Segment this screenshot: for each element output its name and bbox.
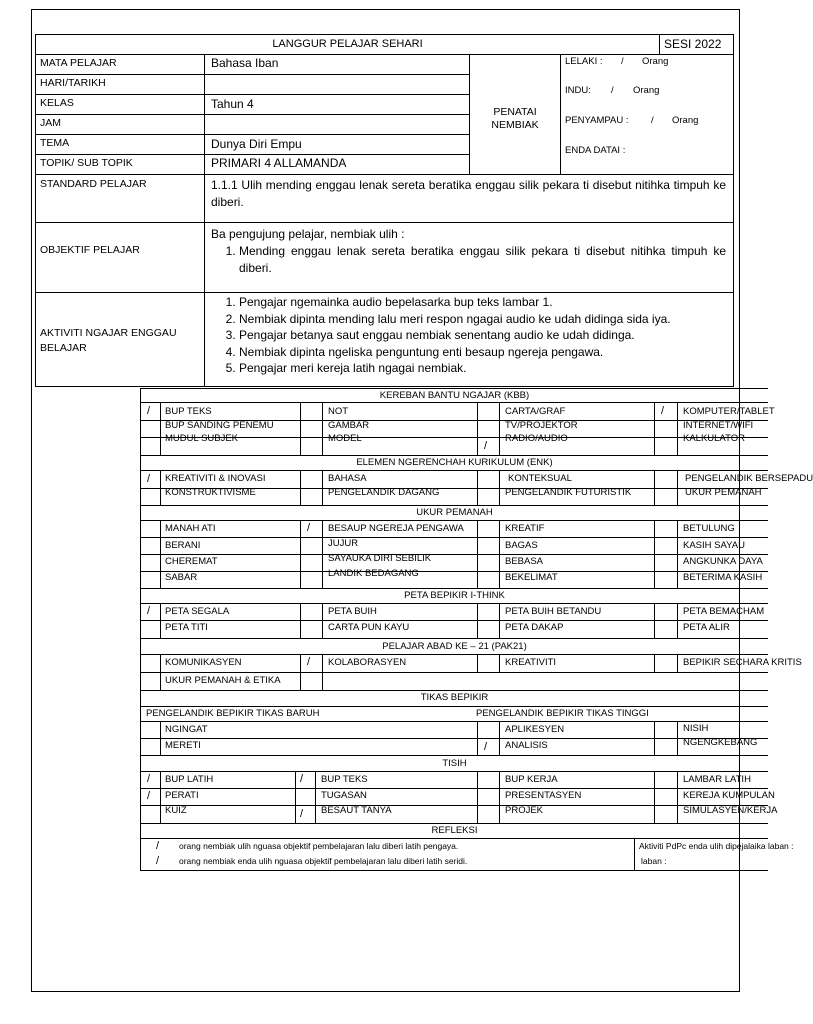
- ukur-item: MANAH ATI: [165, 523, 216, 534]
- pak21-title: PELAJAR ABAD KE – 21 (PAK21): [382, 641, 527, 652]
- aktiviti-list: [211, 294, 731, 377]
- tisih-mark-bup-latih: /: [147, 773, 151, 785]
- indu-slash: /: [611, 85, 614, 96]
- ithink-item: PETA ALIR: [683, 622, 730, 633]
- ithink-item: PETA BUIH BETANDU: [505, 606, 602, 617]
- tisih-item: SIMULASYEN/KERJA: [683, 805, 778, 816]
- penatai-label-2: NEMBIAK: [491, 119, 539, 131]
- kbb-item: MUDUL SUBJEK: [165, 433, 239, 444]
- enk-mark-kreativiti: /: [147, 473, 151, 485]
- enk-item: KONTEKSUAL: [508, 473, 572, 484]
- kbb-item: INTERNET/WIFI: [683, 420, 754, 431]
- ukur-item: CHEREMAT: [165, 556, 218, 567]
- ithink-item: PETA BEMACHAM: [683, 606, 765, 617]
- enk-item: KREATIVITI & INOVASI: [165, 473, 266, 484]
- tisih-mark-besaut-tanya: /: [300, 808, 304, 820]
- aktiviti-item: 5. Pengajar meri kereja latih ngagai nembiak.: [239, 360, 731, 377]
- tikas-item: MERETI: [165, 740, 201, 751]
- label-kelas: KELAS: [40, 97, 74, 109]
- lelaki-orang: Orang: [642, 56, 669, 67]
- enk-item: UKUR PEMANAH: [685, 487, 762, 498]
- tisih-item: LAMBAR LATIH: [683, 774, 751, 785]
- ithink-item: PETA SEGALA: [165, 606, 230, 617]
- label-mata-pelajar: MATA PELAJAR: [40, 57, 117, 69]
- ukur-item: BEBASA: [505, 556, 544, 567]
- tisih-item: BUP LATIH: [165, 774, 214, 785]
- tisih-item: KEREJA KUMPULAN: [683, 790, 775, 801]
- ukur-item: BESAUP NGEREJA PENGAWA: [328, 523, 464, 534]
- enk-item: PENGELANDIK FUTURISTIK: [505, 487, 632, 498]
- ukur-item: SABAR: [165, 572, 198, 583]
- ukur-item: BERANI: [165, 540, 201, 551]
- value-topik: PRIMARI 4 ALLAMANDA: [211, 156, 347, 170]
- pak21-item: BEPIKIR SECHARA KRITIS: [683, 657, 802, 668]
- tikas-mark-analisis: /: [484, 741, 488, 753]
- kbb-item: CARTA/GRAF: [505, 406, 566, 417]
- label-hari-tarikh: HARI/TARIKH: [40, 77, 106, 89]
- pak21-item: KREATIVITI: [505, 657, 557, 668]
- kbb-mark-radio: /: [484, 440, 488, 452]
- tikas-baruh-title: PENGELANDIK BEPIKIR TIKAS BARUH: [146, 708, 320, 719]
- ithink-item: PETA BUIH: [328, 606, 377, 617]
- aktiviti-item: 2. Nembiak dipinta mending lalu meri respon ngagai audio ke udah didinga sida iya.: [239, 311, 731, 328]
- lelaki-label: LELAKI :: [565, 56, 603, 67]
- label-jam: JAM: [40, 117, 61, 129]
- tisih-item: KUIZ: [165, 805, 187, 816]
- ithink-item: PETA TITI: [165, 622, 208, 633]
- enk-item: PENGELANDIK DAGANG: [328, 487, 440, 498]
- ukur-item: BAGAS: [505, 540, 538, 551]
- ukur-item: SAYAUKA DIRI SEBILIK: [328, 553, 432, 564]
- ukur-mark-besaup: /: [307, 522, 311, 534]
- tisih-item: PRESENTASYEN: [505, 790, 582, 801]
- ukur-item: KREATIF: [505, 523, 545, 534]
- tisih-item: PROJEK: [505, 805, 544, 816]
- ukur-item: BETERIMA KASIH: [683, 572, 763, 583]
- label-aktiviti-1: AKTIVITI NGAJAR ENGGAU: [40, 327, 177, 339]
- kbb-item: BUP SANDING PENEMU: [165, 420, 274, 431]
- value-kelas: Tahun 4: [211, 97, 254, 111]
- tikas-item: NGINGAT: [165, 724, 208, 735]
- pak21-item: KOMUNIKASYEN: [165, 657, 242, 668]
- tisih-item: BESAUT TANYA: [321, 805, 392, 816]
- enk-item: BAHASA: [328, 473, 367, 484]
- enk-item: KONSTRUKTIVISME: [165, 487, 256, 498]
- enda-datai-label: ENDA DATAI :: [565, 145, 626, 156]
- kbb-title: KEREBAN BANTU NGAJAR (KBB): [379, 390, 530, 401]
- tikas-tinggi-title: PENGELANDIK BEPIKIR TIKAS TINGGI: [476, 708, 649, 719]
- penyampau-slash: /: [651, 115, 654, 126]
- kbb-item: BUP TEKS: [165, 406, 212, 417]
- tikas-item: NGENGKEBANG: [683, 737, 758, 748]
- penyampau-orang: Orang: [672, 115, 699, 126]
- refleksi-right-2: laban :: [641, 856, 667, 866]
- form-title: LANGGUR PELAJAR SEHARI: [272, 38, 423, 50]
- ithink-mark-segala: /: [147, 605, 151, 617]
- kbb-item: RADIO/AUDIO: [505, 433, 568, 444]
- refleksi-mark-2: /: [156, 855, 160, 867]
- pak21-mark-kolaborasyen: /: [307, 656, 311, 668]
- standard-text: 1.1.1 Ulih mending enggau lenak sereta beratika enggau silik pekara ti disebut nitihka timpuh ke diberi.: [211, 178, 726, 209]
- tisih-mark-perati: /: [147, 790, 151, 802]
- label-aktiviti-2: BELAJAR: [40, 342, 87, 354]
- tisih-item: PERATI: [165, 790, 199, 801]
- tisih-title: TISIH: [442, 758, 467, 769]
- ithink-title: PETA BEPIKIR I-THINK: [404, 590, 505, 601]
- kbb-item: GAMBAR: [328, 420, 370, 431]
- value-tema: Dunya Diri Empu: [211, 137, 302, 151]
- indu-orang: Orang: [633, 85, 660, 96]
- kbb-item: TV/PROJEKTOR: [505, 420, 578, 431]
- enk-title: ELEMEN NGERENCHAH KURIKULUM (ENK): [356, 457, 553, 468]
- label-objektif: OBJEKTIF PELAJAR: [40, 244, 140, 256]
- tikas-item: APLIKESYEN: [505, 724, 565, 735]
- tisih-item: TUGASAN: [321, 790, 367, 801]
- penatai-label-1: PENATAI: [493, 106, 537, 118]
- objektif-list: [211, 243, 726, 276]
- tikas-title: TIKAS BEPIKIR: [420, 692, 489, 703]
- refleksi-mark-1: /: [156, 840, 160, 852]
- kbb-item: KOMPUTER/TABLET: [683, 406, 775, 417]
- refleksi-line-2: orang nembiak enda ulih nguasa objektif pembelajaran lalu diberi latih seridi.: [179, 856, 468, 866]
- label-standard: STANDARD PELAJAR: [40, 178, 147, 190]
- objektif-intro: Ba pengujung pelajar, nembiak ulih :: [211, 227, 405, 241]
- label-topik: TOPIK/ SUB TOPIK: [40, 157, 133, 169]
- lelaki-slash: /: [621, 56, 624, 67]
- indu-label: INDU:: [565, 85, 591, 96]
- ukur-title: UKUR PEMANAH: [416, 507, 493, 518]
- penyampau-label: PENYAMPAU :: [565, 115, 629, 126]
- aktiviti-item: 3. Pengajar betanya saut enggau nembiak senentang audio ke udah didinga.: [239, 327, 731, 344]
- ukur-item: BETULUNG: [683, 523, 735, 534]
- aktiviti-item: 4. Nembiak dipinta ngeliska penguntung enti besaup ngereja pengawa.: [239, 344, 731, 361]
- aktiviti-item: 1. Pengajar ngemainka audio bepelasarka bup teks lambar 1.: [239, 294, 731, 311]
- ukur-item: JUJUR: [328, 538, 359, 549]
- kbb-item: MODEL: [328, 433, 362, 444]
- kbb-mark-komputer: /: [661, 405, 665, 417]
- tisih-mark-bup-teks: /: [300, 773, 304, 785]
- objektif-item: 1. Mending enggau lenak sereta beratika enggau silik pekara ti disebut nitihka timpuh ke diberi.: [239, 243, 726, 276]
- label-tema: TEMA: [40, 137, 70, 149]
- pak21-item: UKUR PEMANAH & ETIKA: [165, 675, 281, 686]
- ithink-item: CARTA PUN KAYU: [328, 622, 410, 633]
- value-mata-pelajar: Bahasa Iban: [211, 56, 279, 70]
- tikas-item: NISIH: [683, 723, 709, 734]
- refleksi-right-1: Aktiviti PdPc enda ulih dipejalaika laban :: [639, 841, 794, 851]
- pak21-item: KOLABORASYEN: [328, 657, 407, 668]
- refleksi-title: REFLEKSI: [431, 825, 478, 836]
- kbb-mark-bup-teks: /: [147, 405, 151, 417]
- kbb-item: NOT: [328, 406, 349, 417]
- ithink-item: PETA DAKAP: [505, 622, 564, 633]
- refleksi-line-1: orang nembiak ulih nguasa objektif pembelajaran lalu diberi latih pengaya.: [179, 841, 459, 851]
- ukur-item: KASIH SAYAU: [683, 540, 745, 551]
- enk-item: PENGELANDIK BERSEPADU: [685, 473, 813, 484]
- kbb-item: KALKULATOR: [683, 433, 745, 444]
- ukur-item: BEKELIMAT: [505, 572, 558, 583]
- tikas-item: ANALISIS: [505, 740, 548, 751]
- tisih-item: BUP TEKS: [321, 774, 368, 785]
- session-label: SESI 2022: [664, 37, 722, 51]
- ukur-item: ANGKUNKA DAYA: [683, 556, 763, 567]
- tisih-item: BUP KERJA: [505, 774, 558, 785]
- ukur-item: LANDIK BEDAGANG: [328, 568, 419, 579]
